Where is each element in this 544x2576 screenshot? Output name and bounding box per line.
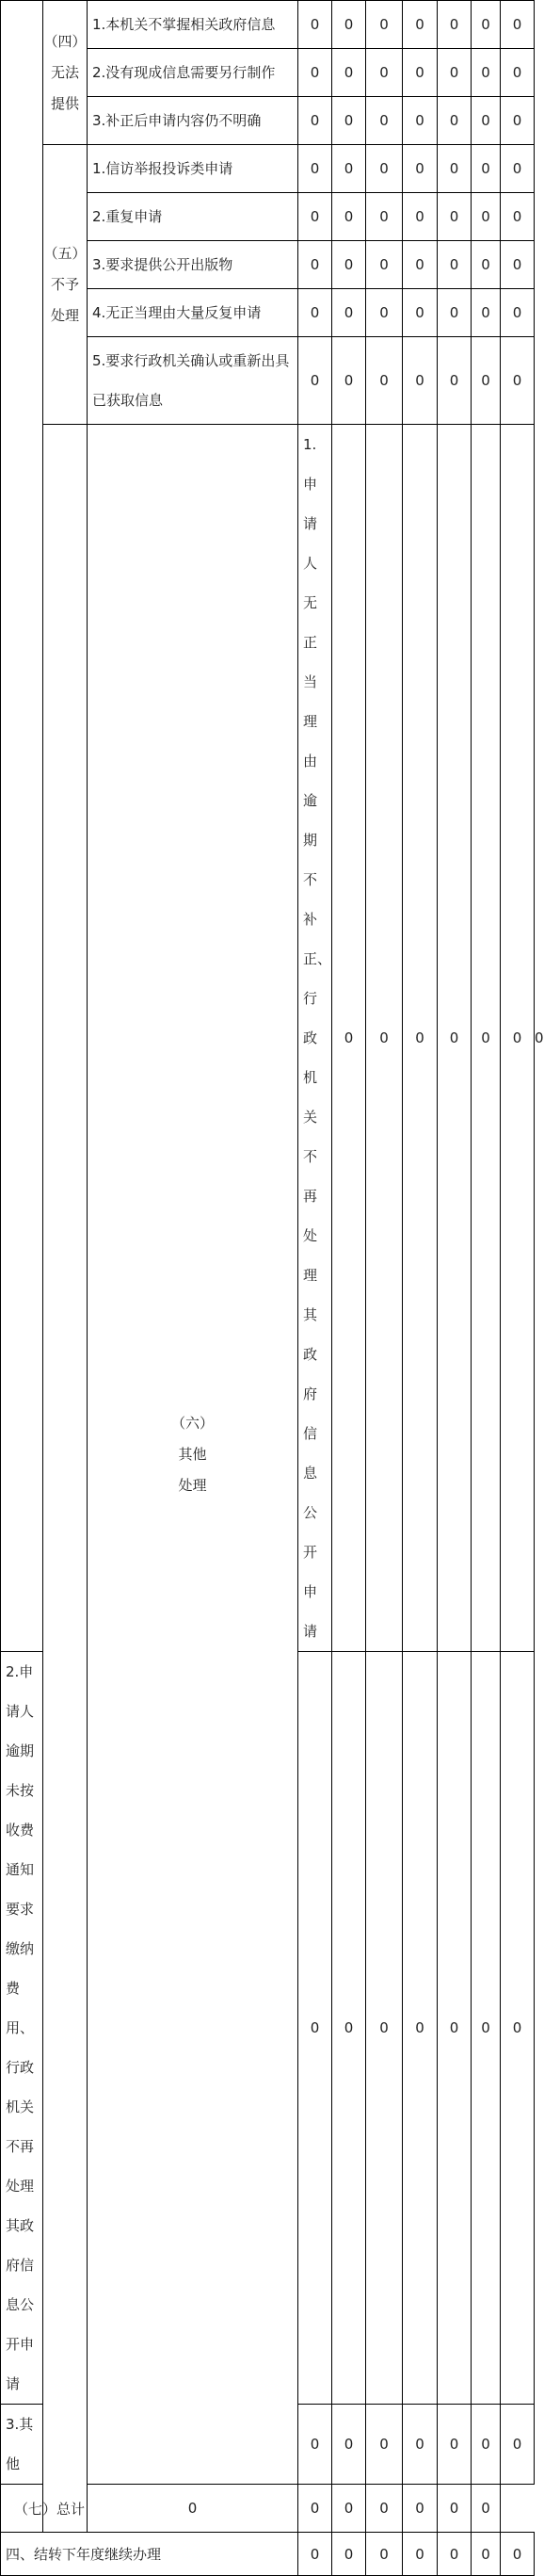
- value-cell: 0: [332, 145, 366, 193]
- row-label: 4.无正当理由大量反复申请: [88, 289, 298, 337]
- value-cell: 0: [332, 2485, 366, 2533]
- value-cell: 0: [366, 2485, 403, 2533]
- value-cell: 0: [403, 2533, 438, 2576]
- value-cell: 0: [298, 193, 332, 241]
- value-cell: 0: [438, 2485, 472, 2533]
- value-cell: 0: [438, 193, 472, 241]
- value-cell: 0: [366, 145, 403, 193]
- value-cell: 0: [298, 2533, 332, 2576]
- outer-category-cell-lower: [43, 425, 88, 2533]
- value-cell: 0: [332, 425, 366, 1652]
- value-cell: 0: [403, 145, 438, 193]
- value-cell: 0: [332, 193, 366, 241]
- row-label: 3.要求提供公开出版物: [88, 241, 298, 289]
- value-cell: 0: [332, 337, 366, 425]
- group-title-line: 其他: [178, 1445, 207, 1463]
- value-cell: 0: [366, 49, 403, 97]
- value-cell: 0: [366, 241, 403, 289]
- value-cell: 0: [298, 289, 332, 337]
- value-cell: 0: [332, 2533, 366, 2576]
- value-cell: 0: [501, 425, 535, 1652]
- table-row: [1, 1, 535, 49]
- total-label: （七）总计: [1, 2485, 88, 2533]
- value-cell: 0: [366, 1652, 403, 2405]
- value-cell: 0: [332, 289, 366, 337]
- value-cell: 0: [403, 289, 438, 337]
- table-row: （六） 其他 处理 1.申请人无正当理由逾期不补正、行政机关不再处理其政府信息公开申请 0 0 0 0 0 0 0: [1, 425, 535, 1652]
- value-cell: 0: [472, 2485, 501, 2533]
- value-cell: 0: [501, 97, 535, 145]
- value-cell: 0: [366, 193, 403, 241]
- value-cell: 0: [472, 193, 501, 241]
- value-cell: 0: [298, 145, 332, 193]
- table-row: [1, 145, 535, 193]
- value-cell: 0: [88, 2485, 298, 2533]
- group-title-5: [43, 145, 88, 425]
- value-cell: 0: [332, 49, 366, 97]
- group-title-6: [88, 425, 298, 2485]
- value-cell: 0: [472, 289, 501, 337]
- value-cell: 0: [298, 1, 332, 49]
- value-cell: 0: [472, 425, 501, 1652]
- value-cell: 0: [403, 425, 438, 1652]
- value-cell: 0: [332, 2405, 366, 2485]
- group-title-line: （五）: [43, 244, 87, 262]
- row-label: 1.申请人无正当理由逾期不补正、行政机关不再处理其政府信息公开申请: [298, 425, 332, 1652]
- value-cell: 0: [366, 1, 403, 49]
- value-cell: 0: [501, 193, 535, 241]
- value-cell: 0: [438, 1, 472, 49]
- row-label: 2.申请人逾期未按收费通知要求缴纳费用、行政机关不再处理其政府信息公开申请: [1, 1652, 43, 2405]
- value-cell: 0: [501, 145, 535, 193]
- value-cell: 0: [438, 241, 472, 289]
- value-cell: 0: [403, 49, 438, 97]
- row-label: 5.要求行政机关确认或重新出具已获取信息: [88, 337, 298, 425]
- row-label: 3.其他: [1, 2405, 43, 2485]
- value-cell: 0: [366, 289, 403, 337]
- value-cell: 0: [298, 49, 332, 97]
- row-label: 2.没有现成信息需要另行制作: [88, 49, 298, 97]
- value-cell: 0: [438, 2405, 472, 2485]
- value-cell: 0: [438, 145, 472, 193]
- value-cell: 0: [501, 1, 535, 49]
- value-cell: 0: [472, 1652, 501, 2405]
- value-cell: 0: [332, 97, 366, 145]
- carryover-row: [1, 2533, 535, 2576]
- row-label: 1.本机关不掌握相关政府信息: [88, 1, 298, 49]
- value-cell: 0: [501, 49, 535, 97]
- value-cell: 0: [438, 2533, 472, 2576]
- value-cell: 0: [366, 337, 403, 425]
- value-cell: 0: [472, 2405, 501, 2485]
- value-cell: 0: [403, 193, 438, 241]
- value-cell: 0: [501, 289, 535, 337]
- value-cell: 0: [403, 2485, 438, 2533]
- value-cell: 0: [298, 2485, 332, 2533]
- value-cell: 0: [472, 145, 501, 193]
- value-cell: 0: [438, 337, 472, 425]
- value-cell: 0: [366, 2533, 403, 2576]
- group-title-line: 无法: [50, 63, 79, 81]
- row-label: 2.重复申请: [88, 193, 298, 241]
- value-cell: 0: [472, 49, 501, 97]
- value-cell: 0: [501, 337, 535, 425]
- value-cell: 0: [472, 2533, 501, 2576]
- value-cell: 0: [403, 2405, 438, 2485]
- value-cell: 0: [438, 289, 472, 337]
- value-cell: 0: [501, 1652, 535, 2405]
- value-cell: 0: [298, 241, 332, 289]
- value-cell: 0: [366, 97, 403, 145]
- group-title-line: 提供: [50, 94, 79, 112]
- group-title-line: （六）: [170, 1414, 214, 1432]
- group-title-line: 不予: [50, 275, 79, 293]
- total-row: [1, 2485, 535, 2533]
- value-cell: 0: [366, 2405, 403, 2485]
- value-cell: 0: [501, 2533, 535, 2576]
- value-cell: 0: [332, 1652, 366, 2405]
- value-cell: 0: [501, 241, 535, 289]
- value-cell: 0: [332, 1, 366, 49]
- value-cell: 0: [366, 425, 403, 1652]
- value-cell: 0: [298, 1652, 332, 2405]
- value-cell: 0: [438, 1652, 472, 2405]
- group-title-line: 处理: [50, 306, 79, 324]
- value-cell: 0: [403, 97, 438, 145]
- value-cell: 0: [332, 241, 366, 289]
- value-cell: 0: [438, 97, 472, 145]
- value-cell: 0: [298, 337, 332, 425]
- value-cell: 0: [501, 2405, 535, 2485]
- carryover-label: 四、结转下年度继续办理: [1, 2533, 298, 2576]
- outer-category-cell: [1, 1, 43, 1652]
- group-title-line: （四）: [43, 32, 87, 50]
- value-cell: 0: [438, 49, 472, 97]
- row-label: 1.信访举报投诉类申请: [88, 145, 298, 193]
- value-cell: 0: [472, 241, 501, 289]
- value-cell: 0: [403, 1, 438, 49]
- row-label: 3.补正后申请内容仍不明确: [88, 97, 298, 145]
- value-cell: 0: [403, 241, 438, 289]
- value-cell: 0: [298, 97, 332, 145]
- value-cell: 0: [472, 1, 501, 49]
- value-cell: 0: [472, 97, 501, 145]
- value-cell: 0: [438, 425, 472, 1652]
- value-cell: 0: [298, 2405, 332, 2485]
- value-cell: 0: [403, 337, 438, 425]
- value-cell: 0: [403, 1652, 438, 2405]
- value-cell: 0: [472, 337, 501, 425]
- group-title-4: [43, 1, 88, 145]
- group-title-line: 处理: [178, 1476, 207, 1494]
